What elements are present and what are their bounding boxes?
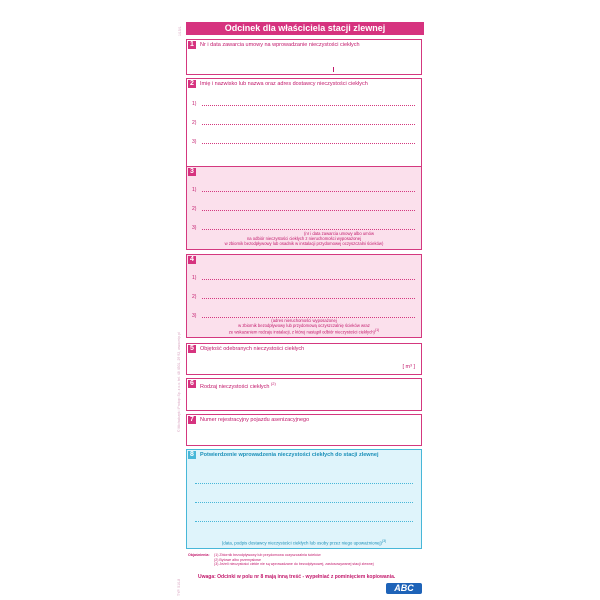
section-number: 4 <box>188 256 196 264</box>
footnote-ref: (3) <box>381 539 387 543</box>
section-8[interactable] <box>186 449 422 549</box>
section-caption: ze wskazaniem rodzaju instalacji, z której nastąpił odbiór nieczystości ciekłych)$^{(1)}$ <box>228 328 380 335</box>
section-5[interactable] <box>186 343 422 375</box>
vertical-code: TYP. 510-8 <box>177 578 181 596</box>
note-item: (2) Bytowe albo przemysłowe <box>214 557 261 562</box>
section-caption: (adres nieruchomości wyposażonej <box>271 318 337 323</box>
entry-row[interactable]: 2) <box>192 120 415 126</box>
section-number: 2 <box>188 80 196 88</box>
unit-label: [ m³ ] <box>402 364 415 370</box>
section-number: 1 <box>188 41 196 49</box>
entry-row[interactable]: 3) <box>192 139 415 145</box>
entry-row[interactable]: 3) <box>192 313 415 319</box>
entry-row[interactable]: 3) <box>192 225 415 231</box>
entry-row[interactable]: 2) <box>192 294 415 300</box>
section-caption: w zbiornik bezodpływowy lub osadnik w instalacji przydomowej oczyszczalni ścieków) <box>224 241 384 246</box>
note-item: (1) Zbiornik bezodpływowy lub przydomowa oczyszczalnia ścieków <box>214 553 321 557</box>
section-number: 8 <box>188 451 196 459</box>
section-number: 6 <box>188 380 196 388</box>
form-title: Odcinek dla właściciela stacji zlewnej <box>186 22 424 35</box>
signature-line[interactable] <box>195 502 413 503</box>
section-label: Nr i data zawarcia umowy na wprowadzanie nieczystości ciekłych <box>200 42 360 48</box>
signature-line[interactable] <box>195 521 413 522</box>
section-label: Imię i nazwisko lub nazwa oraz adres dostawcy nieczystości ciekłych <box>200 81 368 87</box>
section-4[interactable] <box>186 254 422 338</box>
section-label: Rodzaj nieczystości ciekłych $^{(2)}$ <box>200 381 276 390</box>
entry-row[interactable]: 1) <box>192 187 415 193</box>
tick-mark <box>333 67 334 72</box>
document-form <box>177 22 424 596</box>
abc-logo: ABC <box>386 583 422 594</box>
section-label: Potwierdzenie wprowadzenia nieczystości ciekłych do stacji zlewnej <box>200 452 379 458</box>
warning-text: Uwaga: Odcinki w polu nr 8 mają inną treść - wypełniać z pominięciem kopiowania. <box>198 574 396 580</box>
section-2[interactable] <box>186 78 422 180</box>
section-caption: na odbiór nieczystości ciekłych z nieruchomości wyposażonej <box>246 236 362 241</box>
section-1[interactable] <box>186 39 422 75</box>
section-number: 5 <box>188 345 196 353</box>
section-7[interactable] <box>186 414 422 446</box>
signature-line[interactable] <box>195 483 413 484</box>
notes-title: Objaśnienia: <box>188 553 210 557</box>
section-caption: w zbiornik bezodpływowy lub przydomową oczyszczalnię ścieków wraz <box>238 323 370 328</box>
entry-row[interactable]: 1) <box>192 275 415 281</box>
footnote-ref: (2) <box>270 381 276 386</box>
note-item: (3) Jeżeli nieczystości ciekłe nie są wprowadzane do bezodpływowej, zastosowywanej stacji zlewnej <box>214 562 374 566</box>
section-caption: (nr i data zawarcia umowy albo umów <box>303 231 375 236</box>
side-code: 1/15/1 <box>178 26 182 36</box>
section-caption: (data, podpis dostawcy nieczystości ciekłych lub osoby przez niego upoważnionej)$^{(3)}$ <box>221 539 387 546</box>
entry-row[interactable]: 2) <box>192 206 415 212</box>
section-number: 7 <box>188 416 196 424</box>
section-3[interactable] <box>186 166 422 250</box>
section-6[interactable] <box>186 378 422 411</box>
section-number: 3 <box>188 168 196 176</box>
entry-row[interactable]: 1) <box>192 101 415 107</box>
side-brand: © Michalczyk i Prokop Sp. z o.o. tel. 48 4501, 29 92, www.mip.pl <box>177 332 181 432</box>
section-label: Objętość odebranych nieczystości ciekłych <box>200 346 305 352</box>
footnote-ref: (1) <box>374 328 380 332</box>
section-label: Numer rejestracyjny pojazdu asenizacyjnego <box>200 417 310 423</box>
